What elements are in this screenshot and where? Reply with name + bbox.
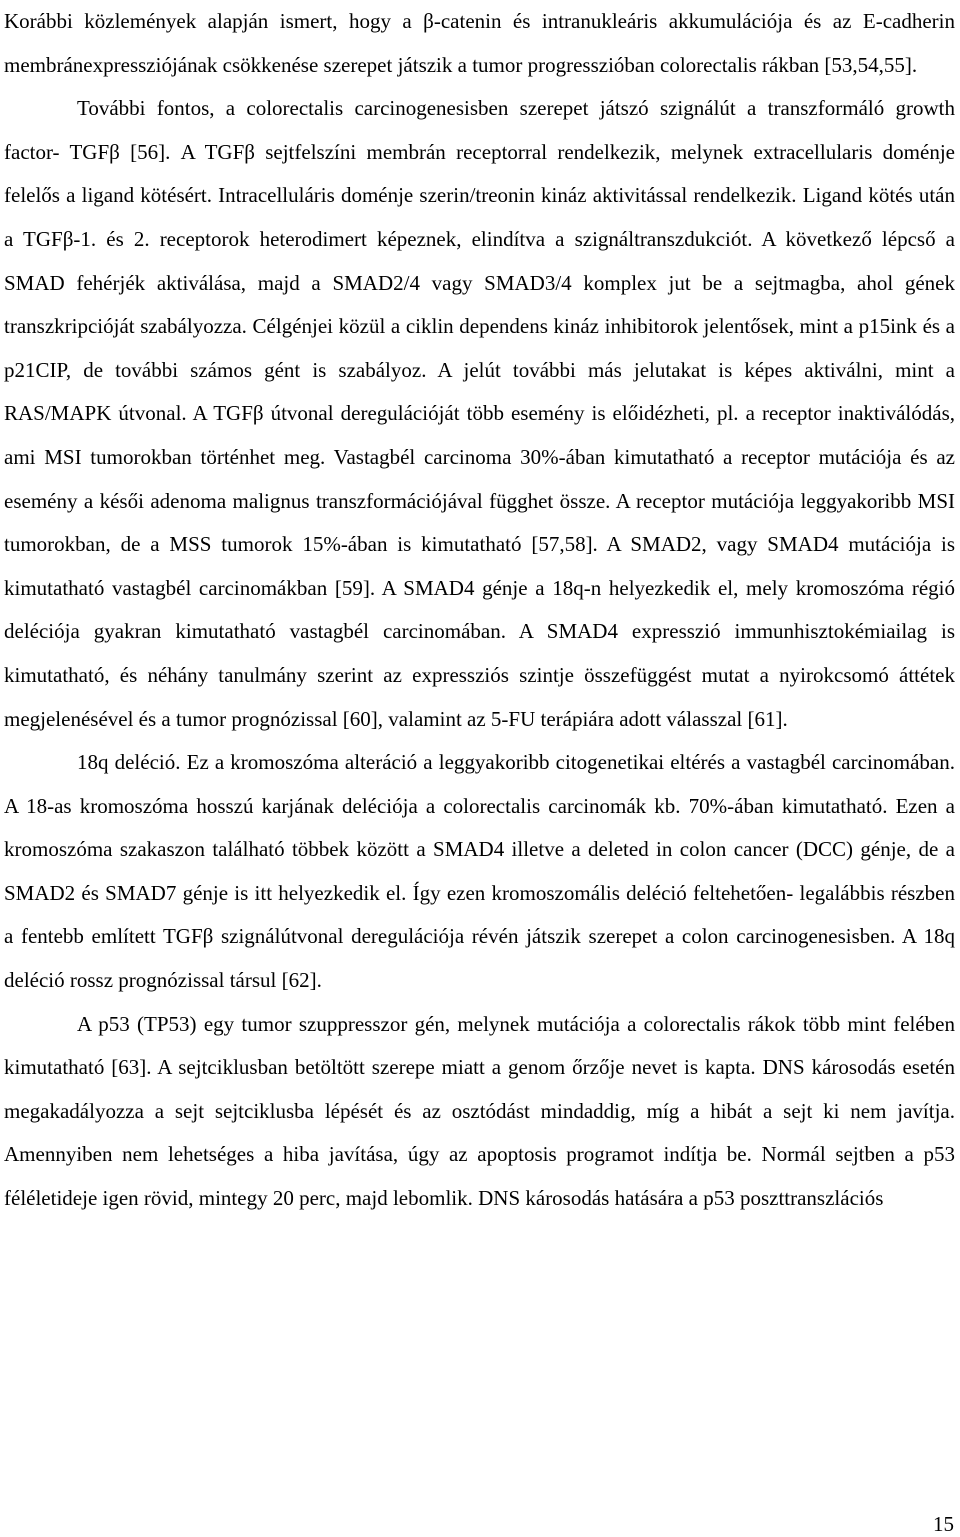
paragraph-18q-deletion: 18q deléció. Ez a kromoszóma alteráció a leggyakoribb citogenetikai eltérés a vastagbél carcinomában. A 18-as kromoszóma hosszú karjának deléciója a colorectalis carcinomák kb. 70%-ában kimutatható. Ezen a kromoszóma szakaszon található többek között a SMAD4 illetve a deleted in colon cancer (DCC) génje, de a SMAD2 és SMAD7 génje is itt helyezkedik el. Így ezen kromoszomális deléció feltehetően- legalábbis részben a fentebb említett TGFβ szignálútvonal deregulációja révén játszik szerepet a colon carcinogenesisben. A 18q deléció rossz prognózissal társul [62]. xyxy=(4,750,955,993)
paragraph-tgf-beta: További fontos, a colorectalis carcinogenesisben szerepet játszó szignálút a transzformáló growth factor- TGFβ [56]. A TGFβ sejtfelszíni membrán receptorral rendelkezik, melynek extracellularis doménje felelős a ligand kötésért. Intracelluláris doménje szerin/treonin kináz aktivitással rendelkezik. Ligand kötés után a TGFβ-1. és 2. receptorok heterodimert képeznek, elindítva a szignáltranszdukciót. A következő lépcső a SMAD fehérjék aktiválása, majd a SMAD2/4 vagy SMAD3/4 komplex jut be a sejtmagba, ahol gének transzkripcióját szabályozza. Célgénjei közül a ciklin dependens kináz inhibitorok jelentősek, mint a p15ink és a p21CIP, de további számos gént is szabályoz. A jelút további más jelutakat is képes aktiválni, mint a RAS/MAPK útvonal. A TGFβ útvonal deregulációját több esemény is előidézheti, pl. a receptor inaktiválódás, ami MSI tumorokban történhet meg. Vastagbél carcinoma 30%-ában kimutatható a receptor mutációja és az esemény a késői adenoma malignus transzformációjával függhet össze. A receptor mutációja leggyakoribb MSI tumorokban, de a MSS tumorok 15%-ában is kimutatható [57,58]. A SMAD2, vagy SMAD4 mutációja is kimutatható vastagbél carcinomákban [59]. A SMAD4 génje a 18q-n helyezkedik el, mely kromoszóma régió deléciója gyakran kimutatható vastagbél carcinomában. A SMAD4 expresszió immunhisztokémiailag is kimutatható, és néhány tanulmány szerint az expressziós szintje összefüggést mutat a nyirokcsomó áttétek megjelenésével és a tumor prognózissal [60], valamint az 5-FU terápiára adott válasszal [61]. xyxy=(4,96,955,731)
document-page xyxy=(4,0,955,1221)
paragraph-p53: A p53 (TP53) egy tumor szuppresszor gén, melynek mutációja a colorectalis rákok több mint felében kimutatható [63]. A sejtciklusban betöltött szerepe miatt a genom őrzője nevet is kapta. DNS károsodás esetén megakadályozza a sejt sejtciklusba lépését és az osztódást mindaddig, míg a hibát a sejt ki nem javítja. Amennyiben nem lehetséges a hiba javítása, úgy az apoptosis programot indítja be. Normál sejtben a p53 féléletideje igen rövid, mintegy 20 perc, majd lebomlik. DNS károsodás hatására a p53 poszttranszlációs xyxy=(4,1011,955,1211)
page-number: 15 xyxy=(933,1512,954,1536)
paragraph-beta-catenin: Korábbi közlemények alapján ismert, hogy a β-catenin és intranukleáris akkumulációja és az E-cadherin membránexpressziójának csökkenése szerepet játszik a tumor progresszióban colorectalis rákban [53,54,55]. xyxy=(4,9,955,77)
